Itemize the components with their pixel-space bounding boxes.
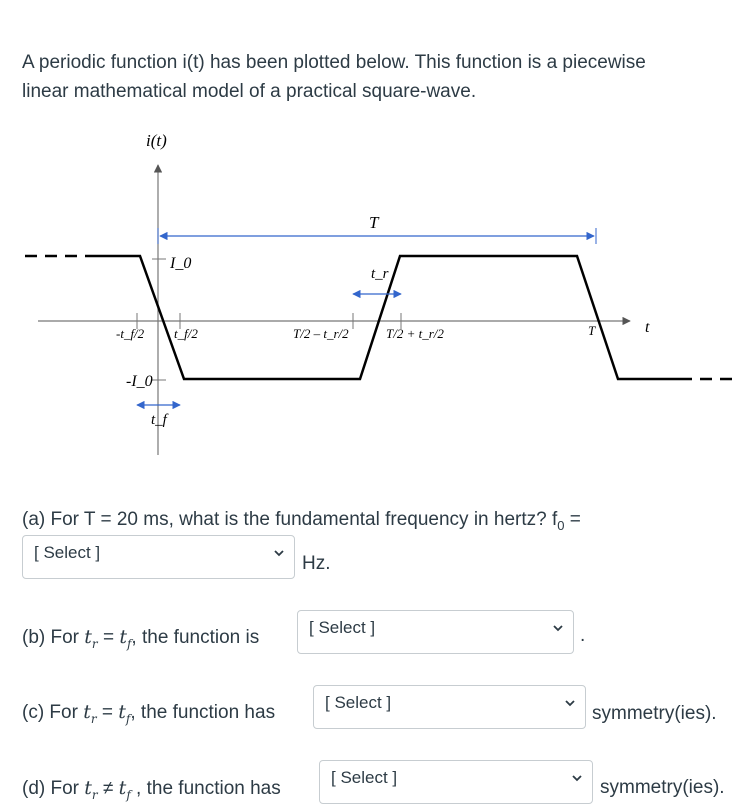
question-a-unit: Hz. xyxy=(302,553,331,574)
question-d-tr: t xyxy=(84,777,92,799)
question-d-tr-sub: r xyxy=(91,787,98,802)
question-a-select-value: [ Select ] xyxy=(34,543,101,562)
question-a-select[interactable] xyxy=(22,535,295,579)
fall-label: t_f xyxy=(151,412,167,428)
label-T2-minus: T/2 – t_r/2 xyxy=(293,326,349,341)
question-c-eq: = xyxy=(96,702,119,723)
question-c-select-value: [ Select ] xyxy=(325,693,392,712)
label-negI0: -I_0 xyxy=(126,373,153,390)
question-c-tf: t xyxy=(118,701,126,723)
label-I0: I_0 xyxy=(170,255,192,272)
y-axis-label: i(t) xyxy=(146,131,167,150)
question-c-prefix: (c) For xyxy=(22,702,84,723)
label-T2-plus: T/2 + t_r/2 xyxy=(386,326,444,341)
question-b-text xyxy=(22,625,259,656)
question-c-text xyxy=(22,700,275,731)
question-b-mid: , the function is xyxy=(131,627,260,648)
question-a-sub: 0 xyxy=(557,517,565,533)
label-tf2: t_f/2 xyxy=(174,326,198,341)
question-d-tf-sub: f xyxy=(126,787,131,802)
x-axis-label: t xyxy=(645,319,650,336)
question-b-tf-sub: f xyxy=(126,636,132,651)
question-b-tr-sub: r xyxy=(91,636,98,651)
waveform-figure xyxy=(0,120,749,460)
question-d-text xyxy=(22,776,281,807)
question-c-tf-sub: f xyxy=(125,711,131,726)
question-c-select[interactable] xyxy=(313,685,586,729)
question-b-select-value: [ Select ] xyxy=(309,618,376,637)
question-a-prefix: (a) For T = 20 ms, what is the fundamental frequency in hertz? f xyxy=(22,509,558,530)
question-b-prefix: (b) For xyxy=(22,627,85,648)
chevron-down-icon xyxy=(274,548,284,558)
question-a-eq: = xyxy=(564,509,581,530)
question-b-eq: = xyxy=(97,627,120,648)
question-a-text xyxy=(22,508,581,538)
question-d-suffix: symmetry(ies). xyxy=(600,777,725,798)
question-d-mid: , the function has xyxy=(130,778,281,799)
chevron-down-icon xyxy=(572,773,582,783)
question-b-tr: t xyxy=(84,626,92,648)
label-neg-tf2: -t_f/2 xyxy=(116,326,145,341)
chevron-down-icon xyxy=(553,623,563,633)
question-c-mid: , the function has xyxy=(130,702,276,723)
chevron-down-icon xyxy=(565,698,575,708)
question-d-tf: t xyxy=(118,777,127,799)
problem-intro xyxy=(22,48,722,106)
question-b-select[interactable] xyxy=(297,610,574,654)
question-b-tf: t xyxy=(119,626,127,648)
question-d-select[interactable] xyxy=(319,760,593,804)
label-T: T xyxy=(588,323,596,338)
question-c-suffix: symmetry(ies). xyxy=(592,703,717,724)
intro-line-1: A periodic function i(t) has been plotted below. This function is a piecewise xyxy=(22,52,646,73)
question-d-eq: ≠ xyxy=(97,778,119,799)
question-d-prefix: (d) For xyxy=(22,778,85,799)
intro-line-2: linear mathematical model of a practical square-wave. xyxy=(22,81,477,102)
question-c-tr-sub: r xyxy=(90,711,97,726)
period-label: T xyxy=(369,213,379,232)
question-c-tr: t xyxy=(83,701,91,723)
question-b-suffix: . xyxy=(580,625,586,646)
question-d-select-value: [ Select ] xyxy=(331,768,398,787)
rise-label: t_r xyxy=(371,266,389,282)
